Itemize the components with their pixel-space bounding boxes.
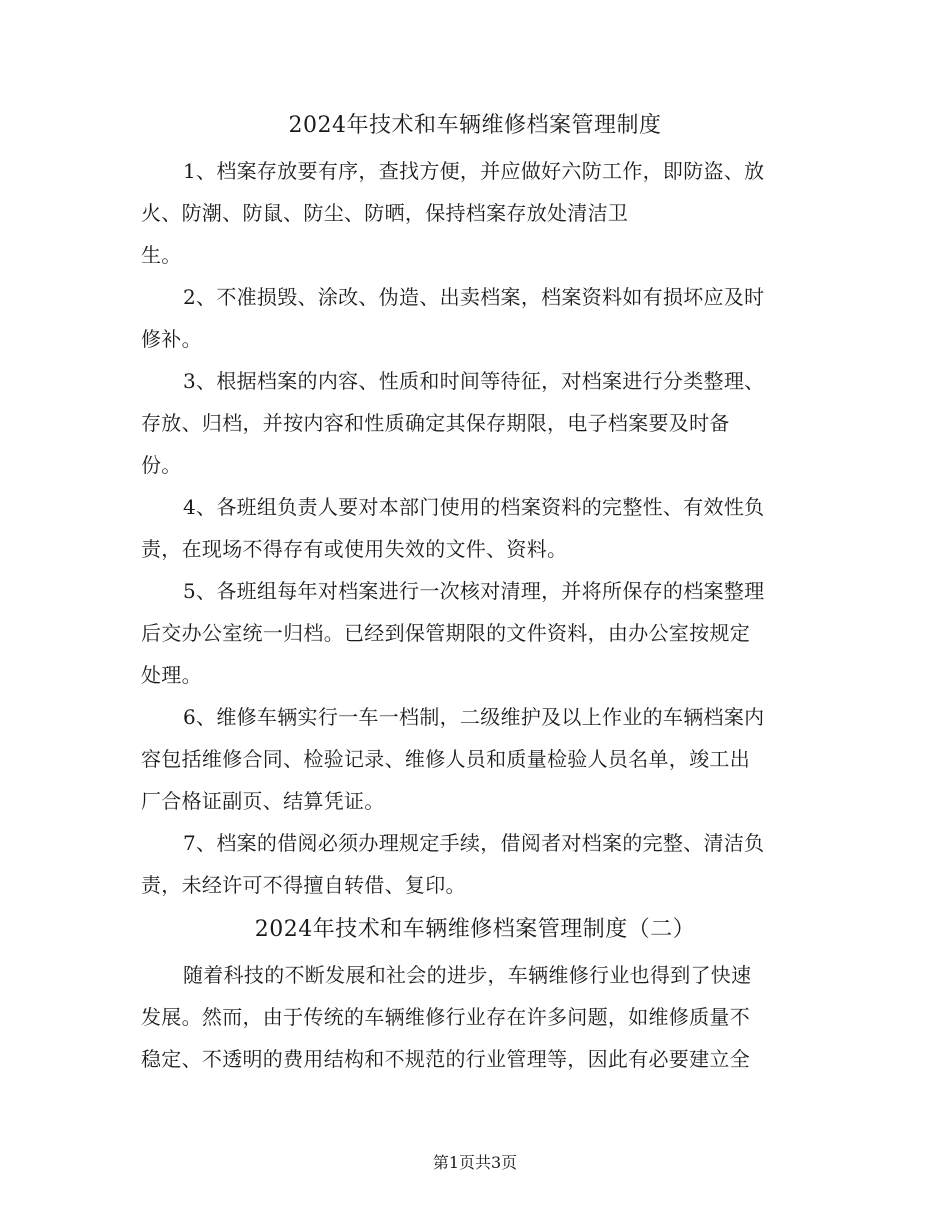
paragraph-line: 4、各班组负责人要对本部门使用的档案资料的完整性、有效性负 <box>183 495 765 519</box>
paragraph-2 <box>141 276 813 360</box>
paragraph-line: 发展。然而，由于传统的车辆维修行业存在许多问题，如维修质量不 <box>141 1005 750 1029</box>
paragraph-3 <box>141 360 813 486</box>
paragraph-section-2 <box>141 954 813 1080</box>
paragraph-line: 1、档案存放要有序，查找方便，并应做好六防工作，即防盗、放 <box>183 159 765 183</box>
paragraph-line: 7、档案的借阅必须办理规定手续，借阅者对档案的完整、清洁负 <box>183 831 765 855</box>
section-subtitle: 2024年技术和车辆维修档案管理制度（二） <box>254 917 696 942</box>
paragraph-line: 5、各班组每年对档案进行一次核对清理，并将所保存的档案整理 <box>183 579 765 603</box>
paragraph-line: 2、不准损毁、涂改、伪造、出卖档案，档案资料如有损坏应及时 <box>183 285 765 309</box>
page-number: 第1页共3页 <box>432 1153 518 1172</box>
paragraph-4 <box>141 486 813 570</box>
paragraph-line: 容包括维修合同、检验记录、维修人员和质量检验人员名单，竣工出 <box>141 747 750 771</box>
paragraph-7 <box>141 822 813 906</box>
paragraph-line: 存放、归档，并按内容和性质确定其保存期限，电子档案要及时备 <box>141 411 730 435</box>
paragraph-line: 后交办公室统一归档。已经到保管期限的文件资料，由办公室按规定 <box>141 621 750 645</box>
paragraph-line: 处理。 <box>141 663 202 687</box>
paragraph-6 <box>141 696 813 822</box>
document-title: 2024年技术和车辆维修档案管理制度 <box>288 113 662 138</box>
paragraph-line: 厂合格证副页、结算凭证。 <box>141 789 385 813</box>
paragraph-line: 火、防潮、防鼠、防尘、防晒，保持档案存放处清洁卫 <box>141 201 629 225</box>
paragraph-line: 责，未经许可不得擅自转借、复印。 <box>141 873 466 897</box>
paragraph-line: 修补。 <box>141 327 202 351</box>
paragraph-line: 3、根据档案的内容、性质和时间等待征，对档案进行分类整理、 <box>183 369 765 393</box>
paragraph-line: 6、维修车辆实行一车一档制，二级维护及以上作业的车辆档案内 <box>183 705 765 729</box>
paragraph-line: 随着科技的不断发展和社会的进步，车辆维修行业也得到了快速 <box>183 963 752 987</box>
paragraph-line: 责，在现场不得存有或使用失效的文件、资料。 <box>141 537 568 561</box>
paragraph-5 <box>141 570 813 696</box>
paragraph-line: 份。 <box>141 453 182 477</box>
paragraph-1 <box>141 150 813 276</box>
paragraph-line: 生。 <box>141 243 182 267</box>
paragraph-line: 稳定、不透明的费用结构和不规范的行业管理等，因此有必要建立全 <box>141 1047 750 1071</box>
